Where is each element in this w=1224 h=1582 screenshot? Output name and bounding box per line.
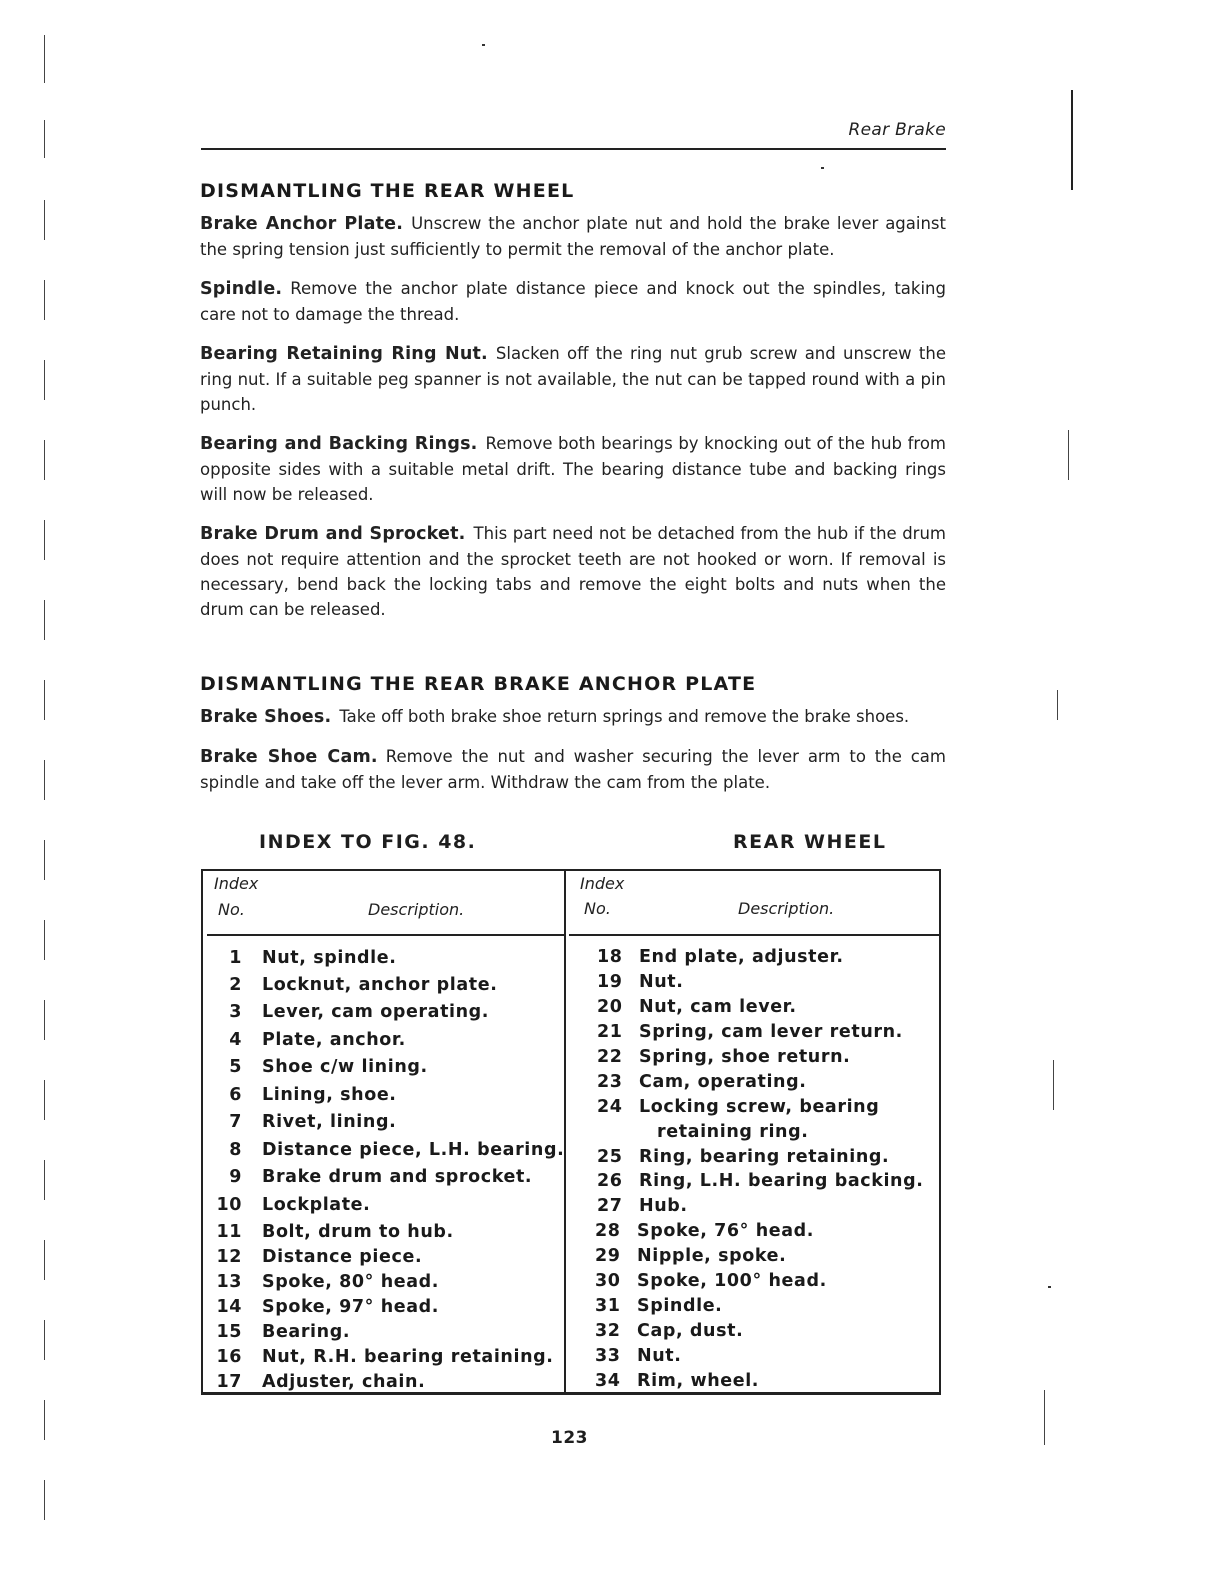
index-description: Bearing. bbox=[262, 1322, 351, 1342]
scan-edge-mark bbox=[44, 1160, 45, 1200]
column-header-no: No. bbox=[218, 900, 245, 919]
index-number: 25 bbox=[597, 1147, 623, 1167]
scan-edge-mark bbox=[1071, 90, 1073, 190]
scan-edge-mark bbox=[44, 1080, 45, 1120]
index-entry bbox=[595, 1221, 815, 1241]
index-entry bbox=[595, 1296, 723, 1316]
index-entry bbox=[202, 1085, 397, 1105]
index-subject: REAR WHEEL bbox=[733, 831, 887, 853]
paragraph-text: Slacken off the ring nut grub screw and unscrew the ring nut. If a suitable peg spanner is not available, the nut can be tapped round with a pin punch. bbox=[200, 344, 946, 414]
index-entry bbox=[202, 975, 498, 995]
index-description: Hub. bbox=[639, 1196, 688, 1216]
index-description: Spoke, 100° head. bbox=[637, 1271, 827, 1291]
index-entry bbox=[202, 1347, 554, 1367]
index-entry bbox=[202, 1167, 533, 1187]
paragraph bbox=[200, 704, 946, 730]
index-number: 17 bbox=[216, 1372, 242, 1392]
index-description: Rim, wheel. bbox=[637, 1371, 760, 1391]
scan-speck bbox=[1048, 1286, 1051, 1288]
scan-edge-mark bbox=[44, 280, 45, 320]
index-entry bbox=[595, 1246, 787, 1266]
index-entry bbox=[595, 1321, 744, 1341]
section-title: DISMANTLING THE REAR BRAKE ANCHOR PLATE bbox=[200, 673, 757, 695]
scan-speck bbox=[482, 44, 485, 46]
scan-speck bbox=[821, 167, 824, 169]
index-number: 21 bbox=[597, 1022, 623, 1042]
scan-edge-mark bbox=[44, 520, 45, 560]
index-description: Nut, R.H. bearing retaining. bbox=[262, 1347, 554, 1367]
paragraph bbox=[200, 744, 946, 795]
paragraph-lead: Brake Anchor Plate. bbox=[200, 214, 404, 234]
scan-edge-mark bbox=[44, 920, 45, 960]
paragraph-lead: Spindle. bbox=[200, 279, 283, 299]
scan-edge-mark bbox=[44, 120, 45, 158]
index-number: 31 bbox=[595, 1296, 621, 1316]
index-description: Spoke, 80° head. bbox=[262, 1272, 440, 1292]
scan-edge-mark bbox=[44, 840, 45, 880]
index-number: 24 bbox=[597, 1097, 623, 1117]
index-number: 14 bbox=[216, 1297, 242, 1317]
index-description: Locknut, anchor plate. bbox=[262, 975, 498, 995]
index-number: 27 bbox=[597, 1196, 623, 1216]
index-number: 16 bbox=[216, 1347, 242, 1367]
index-entry bbox=[597, 1047, 851, 1067]
paragraph bbox=[200, 521, 946, 622]
index-number: 6 bbox=[229, 1085, 242, 1105]
index-number: 3 bbox=[229, 1002, 242, 1022]
index-entry bbox=[202, 1195, 371, 1215]
index-entry bbox=[597, 1196, 688, 1216]
scan-edge-mark bbox=[44, 1000, 45, 1040]
index-description: Spoke, 76° head. bbox=[637, 1221, 815, 1241]
index-number: 28 bbox=[595, 1221, 621, 1241]
index-entry bbox=[202, 1372, 426, 1392]
index-description: Adjuster, chain. bbox=[262, 1372, 426, 1392]
index-number: 26 bbox=[597, 1171, 623, 1191]
index-entry bbox=[595, 1346, 682, 1366]
index-number: 30 bbox=[595, 1271, 621, 1291]
column-header-description: Description. bbox=[368, 900, 465, 919]
index-entry bbox=[597, 1147, 890, 1167]
index-description: End plate, adjuster. bbox=[639, 947, 844, 967]
index-description: Lever, cam operating. bbox=[262, 1002, 490, 1022]
index-number: 9 bbox=[229, 1167, 242, 1187]
index-entry bbox=[202, 1222, 454, 1242]
paragraph-text: Unscrew the anchor plate nut and hold the brake lever against the spring tension just sufficiently to permit the removal of the anchor plate. bbox=[200, 214, 946, 259]
index-description: Nut, cam lever. bbox=[639, 997, 797, 1017]
scan-edge-mark bbox=[1053, 1060, 1054, 1110]
paragraph-lead: Brake Drum and Sprocket. bbox=[200, 524, 466, 544]
column-header-no: No. bbox=[584, 899, 611, 918]
index-description: Spoke, 97° head. bbox=[262, 1297, 440, 1317]
index-description: Locking screw, bearing bbox=[639, 1097, 880, 1117]
index-description: Nipple, spoke. bbox=[637, 1246, 787, 1266]
index-entry bbox=[202, 1002, 490, 1022]
index-description: Spring, cam lever return. bbox=[639, 1022, 903, 1042]
index-entry bbox=[597, 947, 844, 967]
index-entry bbox=[595, 1271, 827, 1291]
scan-edge-mark bbox=[44, 35, 45, 83]
index-entry bbox=[202, 1057, 428, 1077]
index-number: 23 bbox=[597, 1072, 623, 1092]
index-number: 19 bbox=[597, 972, 623, 992]
index-number: 15 bbox=[216, 1322, 242, 1342]
scan-edge-mark bbox=[1057, 690, 1058, 720]
index-entry bbox=[202, 948, 397, 968]
index-description: Plate, anchor. bbox=[262, 1030, 406, 1050]
index-number: 13 bbox=[216, 1272, 242, 1292]
index-number: 11 bbox=[216, 1222, 242, 1242]
index-description: Spindle. bbox=[637, 1296, 723, 1316]
index-number: 18 bbox=[597, 947, 623, 967]
index-number: 34 bbox=[595, 1371, 621, 1391]
index-description: Cam, operating. bbox=[639, 1072, 807, 1092]
scan-edge-mark bbox=[44, 440, 45, 480]
index-number: 4 bbox=[229, 1030, 242, 1050]
index-entry bbox=[595, 1371, 760, 1391]
scan-edge-mark bbox=[44, 1320, 45, 1360]
scan-edge-mark bbox=[44, 1400, 45, 1440]
scan-edge-mark bbox=[44, 600, 45, 640]
scan-edge-mark bbox=[44, 200, 45, 240]
paragraph bbox=[200, 276, 946, 327]
index-entry bbox=[597, 997, 797, 1017]
paragraph-lead: Brake Shoe Cam. bbox=[200, 747, 378, 767]
index-description: Spring, shoe return. bbox=[639, 1047, 851, 1067]
scan-edge-mark bbox=[1068, 430, 1069, 480]
index-entry bbox=[202, 1272, 440, 1292]
section-title: DISMANTLING THE REAR WHEEL bbox=[200, 180, 575, 202]
index-entry bbox=[202, 1247, 423, 1267]
running-head: Rear Brake bbox=[848, 120, 946, 140]
paragraph-text: Remove the nut and washer securing the lever arm to the cam spindle and take off the lever arm. Withdraw the cam from the plate. bbox=[200, 747, 946, 792]
index-entry bbox=[202, 1322, 351, 1342]
index-entry bbox=[202, 1112, 397, 1132]
index-number: 8 bbox=[229, 1140, 242, 1160]
index-description: Nut, spindle. bbox=[262, 948, 397, 968]
scan-edge-mark bbox=[44, 1240, 45, 1280]
index-number: 33 bbox=[595, 1346, 621, 1366]
index-entry bbox=[597, 972, 684, 992]
index-description: Brake drum and sprocket. bbox=[262, 1167, 533, 1187]
page-number: 123 bbox=[551, 1428, 588, 1448]
index-description: Distance piece. bbox=[262, 1247, 423, 1267]
index-entry bbox=[202, 1030, 406, 1050]
index-description: Shoe c/w lining. bbox=[262, 1057, 428, 1077]
index-description: Bolt, drum to hub. bbox=[262, 1222, 454, 1242]
index-number: 22 bbox=[597, 1047, 623, 1067]
column-header-description: Description. bbox=[738, 899, 835, 918]
index-number: 2 bbox=[229, 975, 242, 995]
index-title: INDEX TO FIG. 48. bbox=[259, 831, 477, 853]
index-entry bbox=[597, 1022, 903, 1042]
paragraph-lead: Bearing Retaining Ring Nut. bbox=[200, 344, 488, 364]
paragraph-text: Remove the anchor plate distance piece and knock out the spindles, taking care not to damage the thread. bbox=[200, 279, 946, 324]
scan-edge-mark bbox=[44, 1480, 45, 1520]
scan-edge-mark bbox=[1044, 1390, 1045, 1445]
column-header-index: Index bbox=[214, 874, 259, 893]
index-number: 10 bbox=[216, 1195, 242, 1215]
index-entry bbox=[597, 1072, 807, 1092]
scan-edge-mark bbox=[44, 360, 45, 400]
index-description: Nut. bbox=[639, 972, 684, 992]
column-header-index: Index bbox=[580, 874, 625, 893]
index-number: 5 bbox=[229, 1057, 242, 1077]
index-number: 20 bbox=[597, 997, 623, 1017]
header-rule-right bbox=[569, 934, 939, 936]
index-entry bbox=[202, 1140, 565, 1160]
index-description: Rivet, lining. bbox=[262, 1112, 397, 1132]
scan-edge-mark bbox=[44, 760, 45, 800]
index-number: 32 bbox=[595, 1321, 621, 1341]
index-description: Ring, bearing retaining. bbox=[639, 1147, 890, 1167]
column-divider bbox=[564, 870, 566, 1395]
index-entry bbox=[597, 1171, 924, 1191]
index-description: Distance piece, L.H. bearing. bbox=[262, 1140, 565, 1160]
index-entry bbox=[597, 1097, 880, 1117]
paragraph-lead: Brake Shoes. bbox=[200, 707, 332, 727]
index-number: 1 bbox=[229, 948, 242, 968]
index-number: 29 bbox=[595, 1246, 621, 1266]
index-description: Cap, dust. bbox=[637, 1321, 744, 1341]
paragraph-text: Remove both bearings by knocking out of the hub from opposite sides with a suitable metal drift. The bearing distance tube and backing rings will now be released. bbox=[200, 434, 946, 504]
index-description-continued: retaining ring. bbox=[657, 1122, 809, 1142]
index-description: Nut. bbox=[637, 1346, 682, 1366]
header-rule bbox=[201, 148, 946, 150]
paragraph bbox=[200, 431, 946, 507]
index-description: Ring, L.H. bearing backing. bbox=[639, 1171, 924, 1191]
paragraph-text: Take off both brake shoe return springs and remove the brake shoes. bbox=[339, 707, 910, 726]
scan-edge-mark bbox=[44, 680, 45, 720]
paragraph bbox=[200, 341, 946, 417]
paragraph-text: This part need not be detached from the hub if the drum does not require attention and the sprocket teeth are not hooked or worn. If removal is necessary, bend back the locking tabs and remove the eight bolts and nuts when the drum can be released. bbox=[200, 524, 946, 619]
index-description: Lockplate. bbox=[262, 1195, 371, 1215]
index-number: 12 bbox=[216, 1247, 242, 1267]
header-rule-left bbox=[207, 934, 564, 936]
paragraph-lead: Bearing and Backing Rings. bbox=[200, 434, 478, 454]
index-description: Lining, shoe. bbox=[262, 1085, 397, 1105]
index-number: 7 bbox=[229, 1112, 242, 1132]
index-entry bbox=[202, 1297, 440, 1317]
paragraph bbox=[200, 211, 946, 262]
